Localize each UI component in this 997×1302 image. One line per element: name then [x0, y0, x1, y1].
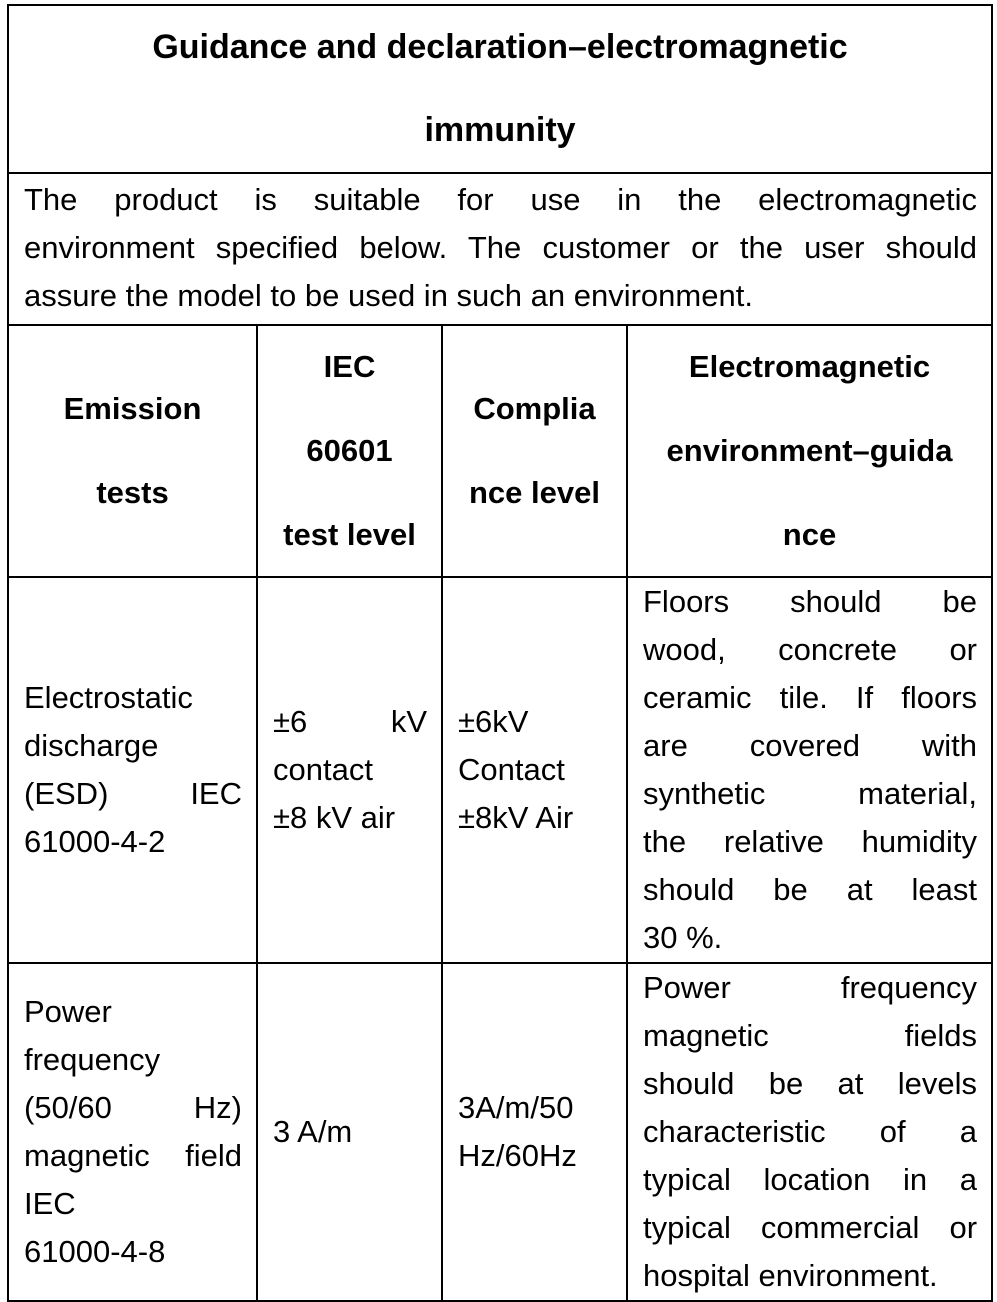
cell-text: 61000-4-8 [24, 1234, 166, 1269]
cell-guidance-esd [627, 577, 992, 963]
cell-text: hospital environment. [643, 1258, 938, 1293]
cell-text: 61000-4-2 [24, 824, 166, 859]
cell-text: (ESD) IEC [24, 776, 242, 811]
header-text: test level [283, 517, 416, 552]
header-text: Electromagnetic [688, 349, 931, 384]
cell-text: magnetic fields [643, 1018, 978, 1053]
cell-text: typical location in a [643, 1162, 978, 1197]
cell-text: should be at least [643, 872, 978, 907]
header-text: IEC [323, 349, 376, 384]
table-title-line-2: immunity [424, 111, 576, 149]
table-title [8, 5, 992, 173]
header-text: environment–guida [666, 433, 953, 468]
table-title-line-1: Guidance and declaration–electromagnetic [152, 28, 848, 66]
cell-text: the relative humidity [643, 824, 978, 859]
cell-text: Hz/60Hz [458, 1138, 577, 1173]
cell-test-esd [8, 577, 257, 963]
header-emission-tests [8, 325, 257, 577]
cell-compliance-power-frequency [442, 963, 627, 1301]
cell-text: 3 A/m [273, 1114, 353, 1149]
header-row [8, 325, 992, 577]
header-test-level [257, 325, 442, 577]
intro-paragraph [8, 173, 992, 325]
cell-text: ±8 kV air [273, 800, 396, 835]
cell-text: ±6 kV [273, 704, 427, 739]
intro-row [8, 173, 992, 325]
intro-line: assure the model to be used in such an environment. [24, 278, 753, 313]
cell-guidance-power-frequency [627, 963, 992, 1301]
cell-text: Electrostatic [24, 680, 193, 715]
cell-text: should be at levels [643, 1066, 978, 1101]
cell-text: magnetic field [24, 1138, 242, 1173]
cell-text: Power [24, 994, 112, 1029]
header-text: nce [782, 517, 837, 552]
title-row [8, 5, 992, 173]
cell-level-power-frequency [257, 963, 442, 1301]
table-row-power-frequency [8, 963, 992, 1301]
header-text: 60601 [306, 433, 393, 468]
cell-test-power-frequency [8, 963, 257, 1301]
header-text: Emission [63, 391, 202, 426]
table-row-esd [8, 577, 992, 963]
cell-level-esd [257, 577, 442, 963]
cell-text: ±8kV Air [458, 800, 574, 835]
cell-text: 3A/m/50 [458, 1090, 574, 1125]
cell-text: (50/60 Hz) [24, 1090, 242, 1125]
cell-text: are covered with [643, 728, 978, 763]
cell-text: frequency [24, 1042, 161, 1077]
header-guidance [627, 325, 992, 577]
header-compliance-level [442, 325, 627, 577]
cell-text: 30 %. [643, 920, 723, 955]
cell-text: typical commercial or [643, 1210, 978, 1245]
cell-text: wood, concrete or [643, 632, 978, 667]
cell-text: discharge [24, 728, 159, 763]
cell-text: characteristic of a [643, 1114, 978, 1149]
intro-line: environment specified below. The customer or the user should [24, 230, 978, 265]
cell-text: Power frequency [643, 970, 978, 1005]
header-text: tests [96, 475, 169, 510]
cell-text: Contact [458, 752, 565, 787]
intro-line: The product is suitable for use in the electromagnetic [24, 182, 978, 217]
cell-text: synthetic material, [643, 776, 978, 811]
cell-text: IEC [24, 1186, 76, 1221]
cell-text: ceramic tile. If floors [643, 680, 978, 715]
header-text: nce level [469, 475, 600, 510]
immunity-table [7, 4, 993, 1302]
cell-text: Floors should be [643, 584, 978, 619]
cell-text: contact [273, 752, 373, 787]
cell-text: ±6kV [458, 704, 529, 739]
header-text: Complia [473, 391, 596, 426]
cell-compliance-esd [442, 577, 627, 963]
